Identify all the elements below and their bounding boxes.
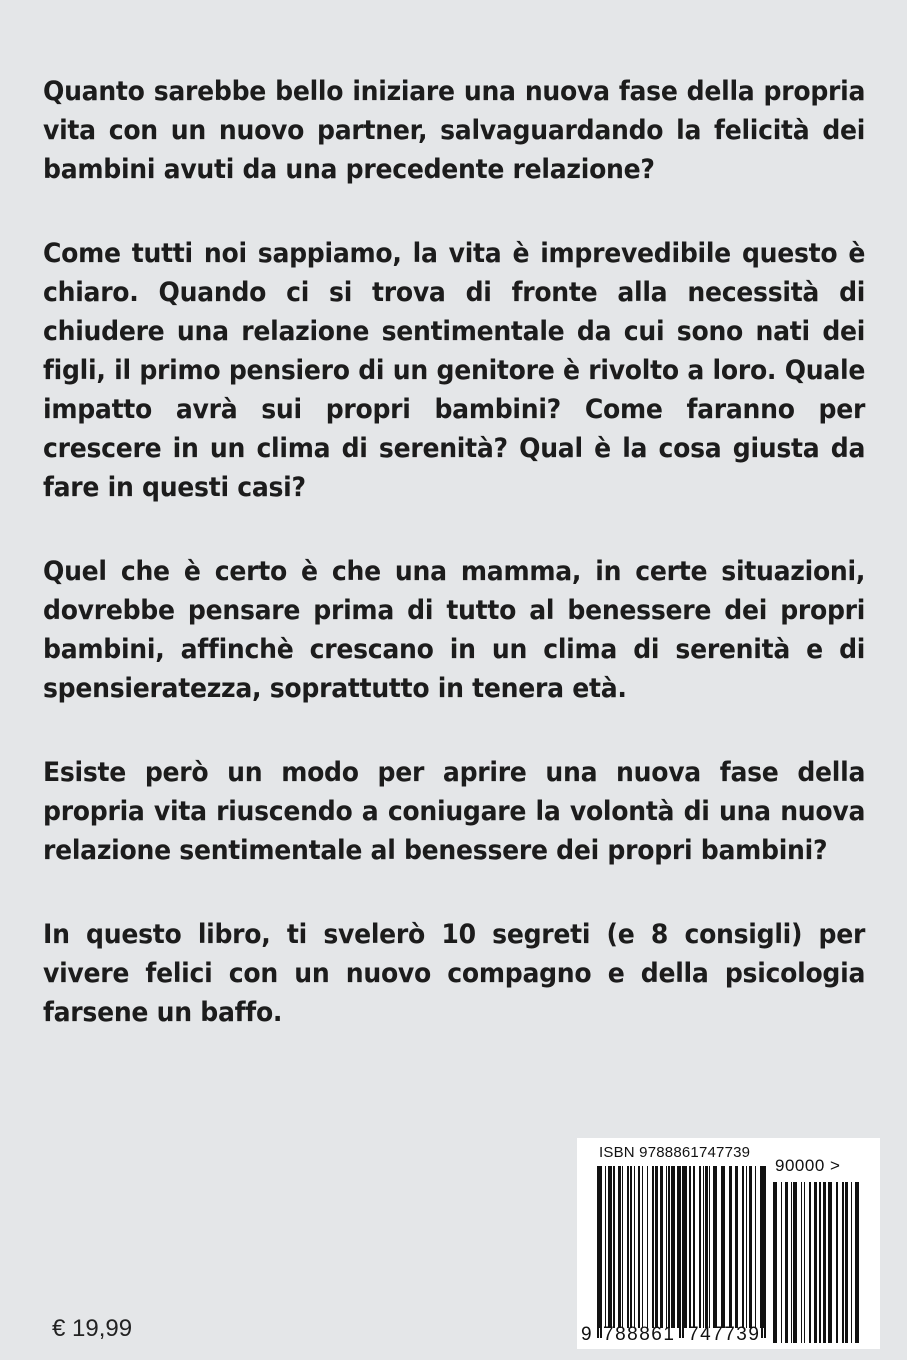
barcode-bar [828,1182,832,1343]
barcode-bar [809,1182,811,1343]
barcode-bar [791,1182,792,1343]
barcode-bar [713,1166,717,1328]
barcode-bar [634,1166,635,1328]
barcode-guard-bar [761,1166,763,1338]
barcode-bar [647,1166,648,1328]
barcode-bar [823,1182,826,1343]
barcode-bar [666,1166,667,1328]
barcode-guard-bar [600,1166,602,1338]
paragraph-2: Come tutti noi sappiamo, la vita è imprevedibile questo è chiaro. Quando ci si trova di fronte alla necessità di chiudere una relazione sentimentale da cui sono nati dei figli, il primo pensiero di un genitore è rivolto a loro. Quale impatto avrà sui propri bambini? Come faranno per crescere in un clima di serenità? Qual è la cosa giusta da fare in questi casi? [43,238,866,503]
barcode-bar [804,1182,805,1343]
barcode-bar [755,1166,756,1328]
paragraph-4: Esiste però un modo per aprire una nuova fase della propria vita riuscendo a coniugare la volontà di una nuova relazione sentimentale al benessere dei propri bambini? [43,757,866,866]
isbn-label: ISBN 9788861747739 [599,1144,751,1161]
barcode-guard-bar [764,1166,766,1338]
barcode-bar [814,1182,817,1343]
barcode-bar [749,1166,752,1328]
barcode-bar [729,1166,732,1328]
barcode-bar [781,1182,782,1343]
barcode-bar [630,1166,632,1328]
barcode-bar [785,1182,788,1343]
barcode-bar [668,1166,670,1328]
barcode-guard-bar [682,1166,684,1338]
barcode-bar [671,1166,675,1328]
barcode-bar [655,1166,658,1328]
barcode-bar [819,1182,821,1343]
paragraph-1: Quanto sarebbe bello iniziare una nuova fase della propria vita con un nuovo partner, salvaguardando la felicità dei bambini avuti da una precedente relazione? [43,76,866,185]
barcode-bar [855,1182,859,1343]
barcode-bar [660,1166,663,1328]
paragraph-5: In questo libro, ti svelerò 10 segreti (e 8 consigli) per vivere felici con un nuovo compagno e della psicologia farsene un baffo. [43,919,866,1028]
barcode-guard-bar [597,1166,599,1338]
barcode-bar [703,1166,704,1328]
barcode-bar [851,1182,852,1343]
isbn-barcode [577,1138,880,1349]
barcode-digits-left: 788861 [603,1324,676,1345]
barcode-bar [793,1182,797,1343]
barcode-bar [721,1166,725,1328]
barcode-bar [642,1166,643,1328]
barcode-bar [705,1166,708,1328]
barcode-bar [652,1166,654,1328]
barcode-bar [693,1166,695,1328]
barcode-bar [742,1166,744,1328]
barcode-bar [845,1182,848,1343]
back-cover-text [43,72,865,1077]
barcode-bar [709,1166,710,1328]
barcode-bar [613,1166,615,1328]
barcode-bar [699,1166,701,1328]
barcode-bar [622,1166,623,1328]
barcode-bar [836,1182,838,1343]
price-label: € 19,99 [52,1315,133,1342]
barcode-bar [689,1166,691,1328]
barcode-bar [638,1166,640,1328]
paragraph-3: Quel che è certo è che una mamma, in certe situazioni, dovrebbe pensare prima di tutto al benessere dei propri bambini, affinchè crescano in un clima di serenità e di spensieratezza, soprattutto in tenera età. [43,556,866,704]
barcode-bar [746,1166,747,1328]
barcode-bar [842,1182,844,1343]
barcode-bars [577,1138,880,1349]
barcode-bar [605,1166,606,1328]
barcode-bar [735,1166,738,1328]
barcode-bar [608,1166,612,1328]
barcode-bar [618,1166,621,1328]
barcode-bar [801,1182,802,1343]
barcode-guard-bar [679,1166,681,1338]
barcode-bar [627,1166,629,1328]
barcode-digits-right: 747739 [688,1324,761,1345]
barcode-digit-first: 9 [581,1324,592,1345]
addon-code: 90000 > [775,1156,841,1175]
barcode-bar [773,1182,777,1343]
